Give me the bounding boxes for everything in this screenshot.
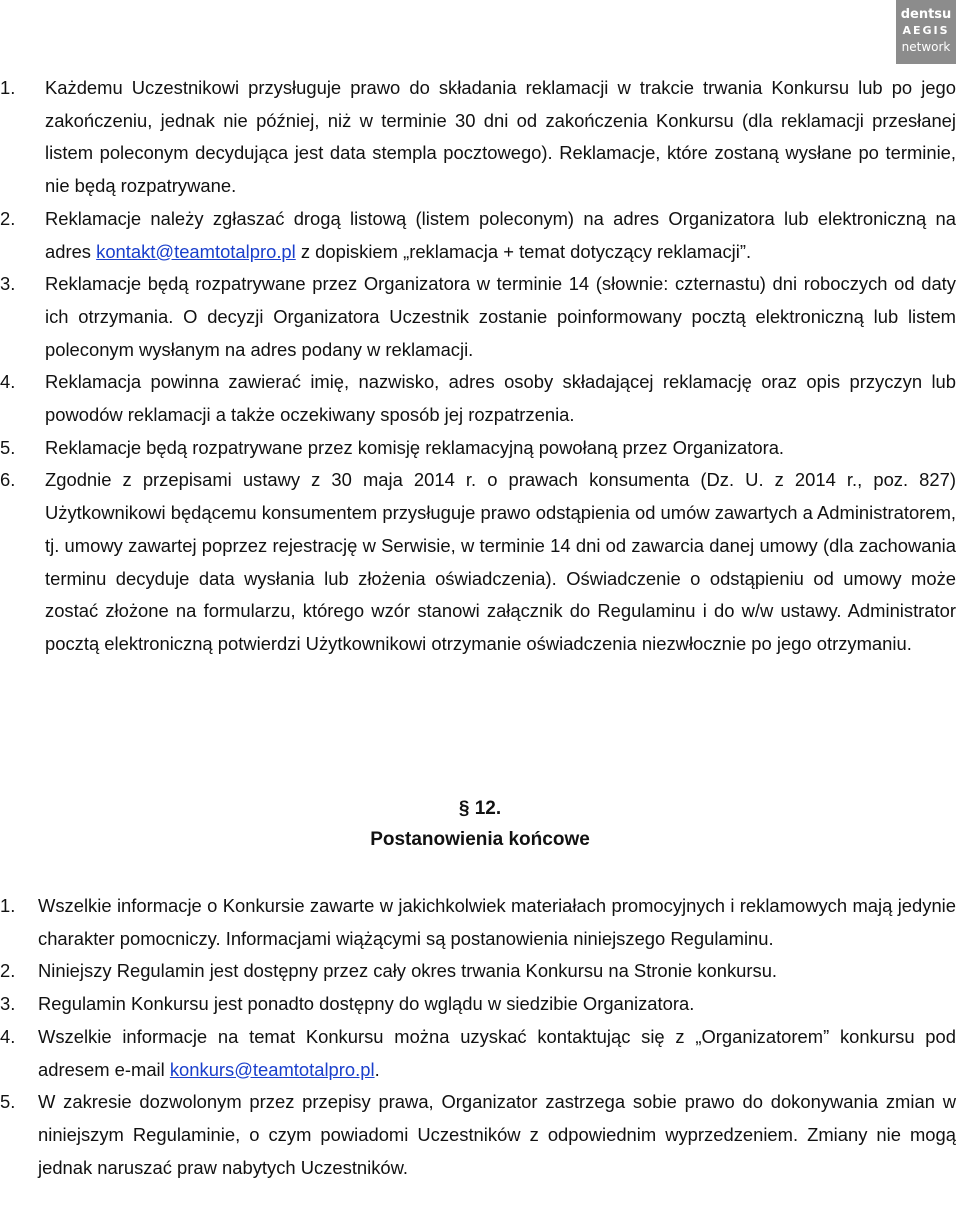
item-text-pre: Wszelkie informacje na temat Konkursu można uzyskać kontaktując się z „Organizatorem” konkursu pod adresem e-mail (38, 1025, 956, 1080)
item-number: 3. (0, 993, 16, 1015)
konkurs-email-link[interactable]: konkurs@teamtotalpro.pl (169, 1058, 375, 1080)
item-number: 2. (0, 960, 16, 982)
item-text: Reklamacje będą rozpatrywane przez Organizatora w terminie 14 (słownie: czternastu) dni roboczych od daty ich otrzymania. O decyzji Organizatora Uczestnik zostanie poinformowany pocztą elektroniczną lub listem poleconym wysłanym na adres podany w reklamacji. (45, 273, 956, 360)
item-text-post: z dopiskiem „reklamacja + temat dotyczący reklamacji”. (295, 240, 752, 262)
item-text: Zgodnie z przepisami ustawy z 30 maja 2014 r. o prawach konsumenta (Dz. U. z 2014 r., poz. 827) Użytkownikowi będącemu konsumentem przysługuje prawo odstąpienia od umów zawartych a Administratorem, tj. umowy zawartej poprzez rejestrację w Serwisie, w terminie 14 dni od zawarcia danej umowy (dla zachowania terminu decyduje data wysłania lub złożenia oświadczenia). Oświadczenie o odstąpieniu od umowy może zostać złożone na formularzu, którego wzór stanowi załącznik do Regulaminu i do w/w ustawy. Administrator pocztą elektroniczną potwierdzi Użytkownikowi otrzymanie oświadczenia niezwłocznie po jego otrzymaniu. (45, 469, 956, 654)
list-item (0, 432, 956, 465)
item-text: Każdemu Uczestnikowi przysługuje prawo do składania reklamacji w trakcie trwania Konkursu lub po jego zakończeniu, jednak nie później, niż w terminie 30 dni od zakończenia Konkursu (dla reklamacji przesłanej listem poleconym decydująca jest data stempla pocztowego). Reklamacje, które zostaną wysłane po terminie, nie będą rozpatrywane. (45, 77, 956, 197)
list-item (0, 988, 956, 1021)
item-text: Niniejszy Regulamin jest dostępny przez cały okres trwania Konkursu na Stronie konkursu. (38, 960, 778, 982)
final-provisions-list (0, 890, 956, 1184)
dentsu-aegis-logo (896, 0, 956, 64)
list-item (0, 72, 956, 203)
list-item (0, 464, 956, 660)
item-number: 1. (0, 77, 16, 98)
item-number: 6. (0, 469, 16, 491)
complaints-list (0, 72, 956, 661)
logo-line-2: AEGIS (902, 24, 950, 37)
item-text: Regulamin Konkursu jest ponadto dostępny do wglądu w siedzibie Organizatora. (38, 993, 695, 1015)
item-number: 5. (0, 436, 16, 458)
contact-email-link[interactable]: kontakt@teamtotalpro.pl (96, 240, 296, 262)
item-text: Reklamacja powinna zawierać imię, nazwisko, adres osoby składającej reklamację oraz opis przyczyn lub powodów reklamacji a także oczekiwany sposób jej rozpatrzenia. (45, 371, 956, 426)
list-item (0, 268, 956, 366)
logo-line-3: network (901, 40, 951, 54)
list-item (0, 955, 956, 988)
item-number: 5. (0, 1091, 16, 1113)
list-item (0, 1086, 956, 1184)
list-item (0, 890, 956, 955)
item-text: Wszelkie informacje o Konkursie zawarte w jakichkolwiek materiałach promocyjnych i reklamowych mają jedynie charakter pomocniczy. Informacjami wiążącymi są postanowienia niniejszego Regulaminu. (38, 895, 956, 949)
item-number: 3. (0, 273, 16, 295)
section-title: Postanowienia końcowe (370, 829, 590, 850)
item-text: W zakresie dozwolonym przez przepisy prawa, Organizator zastrzega sobie prawo do dokonywania zmian w niniejszym Regulaminie, o czym powiadomi Uczestników z odpowiednim wyprzedzeniem. Zmiany nie mogą jednak naruszać praw nabytych Uczestników. (38, 1091, 956, 1178)
section-number: § 12. (458, 798, 502, 819)
list-item (0, 1021, 956, 1086)
item-number: 2. (0, 207, 16, 229)
item-text-pre: Reklamacje należy zgłaszać drogą listową (listem poleconym) na adres Organizatora lub elektroniczną na adres (45, 207, 956, 262)
item-number: 4. (0, 371, 16, 393)
item-text-post: . (374, 1058, 380, 1080)
item-number: 1. (0, 895, 16, 916)
item-text: Reklamacje będą rozpatrywane przez komisję reklamacyjną powołaną przez Organizatora. (45, 436, 785, 458)
item-number: 4. (0, 1025, 16, 1047)
list-item (0, 203, 956, 268)
list-item (0, 366, 956, 431)
logo-line-1: dentsu (900, 7, 952, 22)
